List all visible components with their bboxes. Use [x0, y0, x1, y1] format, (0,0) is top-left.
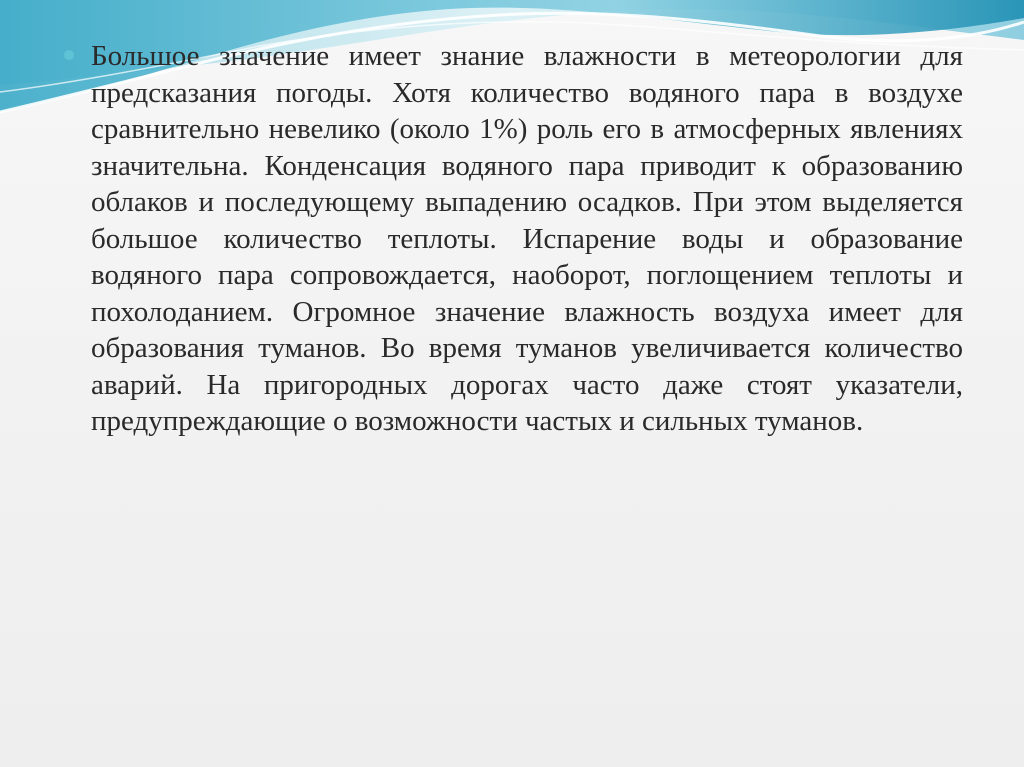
- bullet-text: Большое значение имеет знание влажности в метеорологии для предсказания погоды. Хотя количество водяного пара в воздухе сравнительно невелико (около 1%) роль его в атмосферных явлениях значительна. Конденсация водяного пара приводит к образованию облаков и последующему выпадению осадков. При этом выделяется большое количество теплоты. Испарение воды и образование водяного пара сопровождается, наоборот, поглощением теплоты и похолоданием. Огромное значение влажность воздуха имеет для образования туманов. Во время туманов увеличивается количество аварий. На пригородных дорогах часто даже стоят указатели, предупреждающие о возможности частых и сильных туманов.: [91, 40, 963, 437]
- slide-content: [64, 38, 964, 440]
- bullet-dot-icon: [64, 50, 74, 60]
- bullet-item: [64, 38, 964, 440]
